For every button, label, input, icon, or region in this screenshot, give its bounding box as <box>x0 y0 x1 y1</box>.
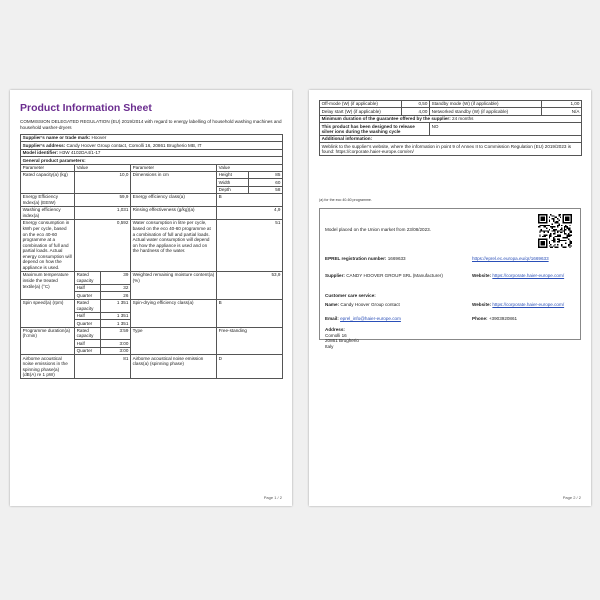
water-consumption-value: 51 <box>217 219 283 271</box>
general-params-row <box>21 157 283 164</box>
address-label: Address: <box>325 327 345 332</box>
quarter-sublabel: Quarter <box>75 292 101 299</box>
phone-label: Phone: <box>472 316 488 321</box>
qr-code-icon[interactable] <box>538 214 572 248</box>
rated-capacity-sublabel: Rated capacity <box>75 272 101 285</box>
name-label: Name: <box>325 302 340 307</box>
page-1 <box>10 90 292 506</box>
header-parameter: Parameter <box>131 164 217 171</box>
table-row <box>21 355 283 379</box>
phone-value: +3903920861 <box>488 316 518 321</box>
half-sublabel: Half <box>75 285 101 292</box>
table-row <box>320 136 582 143</box>
website-link[interactable]: https://corporate.haier-europe.com/ <box>492 302 565 307</box>
noise-label: Airborne acoustical noise emissions in the spinning phase(a) (dB(A) re 1 pW) <box>21 355 75 379</box>
noise-class-value: D <box>217 355 283 379</box>
weblink-text: Weblink to the supplier’s website, where the information in point 9 of Annex II to Commission Regulation (EU) 2019/2023 is found: https://corporate.haier-europe.com/en/ <box>320 143 582 156</box>
model-id-label: Model identifier: <box>22 150 59 156</box>
energy-consumption-label: Energy consumption in kWh per cycle, based on the eco 40-60 programme at a combination of full and partial loads. Actual energy consumption will depend on how the appliance is used. <box>21 219 75 271</box>
supplier-name: Hoover <box>91 135 107 141</box>
width-value: 60 <box>249 179 283 186</box>
type-value: Free-standing <box>217 327 283 355</box>
temp-quarter-value: 26 <box>101 292 131 299</box>
noise-value: 81 <box>75 355 131 379</box>
spin-half-value: 1 351 <box>101 312 131 319</box>
duration-half-value: 3:00 <box>101 340 131 347</box>
eec-value: B <box>217 194 283 207</box>
eprel-label: EPREL registration number: <box>325 256 387 261</box>
quarter-sublabel: Quarter <box>75 347 101 354</box>
energy-consumption-value: 0,592 <box>75 219 131 271</box>
eprel-number: 1669633 <box>387 256 406 261</box>
temp-rated-value: 39 <box>101 272 131 285</box>
placed-on-market: Model placed on the Union market from 23/08/2023. <box>325 227 431 232</box>
water-consumption-label: Water consumption in litre per cycle, based on the eco 40-60 programme at a combination of full and partial loads. Actual water consumption will depend on how the appliance is used and on the hardness of the water. <box>131 219 217 271</box>
width-label: Width <box>217 179 249 186</box>
wei-value: 1,031 <box>75 206 131 219</box>
table-row <box>320 143 582 156</box>
page-2 <box>309 90 591 506</box>
email-link[interactable]: eprel_info@haier-europe.com <box>340 316 401 321</box>
silver-ions-value: NO <box>430 123 582 136</box>
supplier-name-row <box>21 135 283 142</box>
footnote: (a) for the eco 40-60 programme. <box>319 198 372 202</box>
half-sublabel: Half <box>75 312 101 319</box>
page-title: Product Information Sheet <box>20 102 152 114</box>
delay-start-value: 4,00 <box>402 108 430 115</box>
additional-info-label: Additional information: <box>321 136 373 142</box>
address-line: Italy <box>325 343 334 349</box>
header-row <box>21 164 283 171</box>
table-row <box>21 194 283 207</box>
table-row <box>21 171 283 178</box>
eprel-info-box <box>319 208 581 349</box>
spin-class-value: B <box>217 299 283 327</box>
spin-rated-value: 1 351 <box>101 299 131 312</box>
half-sublabel: Half <box>75 340 101 347</box>
general-params-label: General product parameters: <box>22 157 86 163</box>
address-line: Comolli 16 <box>325 332 347 338</box>
off-mode-value: 0,50 <box>402 101 430 108</box>
quarter-sublabel: Quarter <box>75 320 101 327</box>
table-row <box>21 299 283 312</box>
duration-quarter-value: 3:00 <box>101 347 131 354</box>
standby-label: Standby mode (W) (if applicable) <box>430 101 542 108</box>
supplier-address-row <box>21 142 283 149</box>
address-line: 20861 Brugherio <box>325 338 359 344</box>
page-number: Page 2 / 2 <box>562 495 581 500</box>
page-number: Page 1 / 2 <box>263 495 282 500</box>
spin-speed-label: Spin speed(a) (rpm) <box>21 299 75 327</box>
networked-standby-value: N/A <box>542 108 582 115</box>
rinse-label: Rinsing effectiveness (g/kg)(a) <box>131 206 217 219</box>
off-mode-label: Off-mode (W) (if applicable) <box>320 101 402 108</box>
supplier-address-label: Supplier’s address: <box>22 142 66 148</box>
temp-half-value: 32 <box>101 285 131 292</box>
table-row <box>320 101 582 108</box>
moisture-label: Weighted remaining moisture content(a) (%) <box>131 272 217 300</box>
height-value: 85 <box>249 171 283 178</box>
website-label: Website: <box>472 273 492 278</box>
spin-class-label: Spin-drying efficiency class(a) <box>131 299 217 327</box>
eei-label: Energy Efficiency Index(a) (EEIW) <box>21 194 75 207</box>
table-row <box>21 206 283 219</box>
type-label: Type <box>131 327 217 355</box>
header-parameter: Parameter <box>21 164 75 171</box>
networked-standby-label: Networked standby (W) (if applicable) <box>430 108 542 115</box>
table-row <box>320 108 582 115</box>
delay-start-label: Delay start (W) (if applicable) <box>320 108 402 115</box>
table-row <box>21 219 283 271</box>
rated-capacity-label: Rated capacity(a) (kg) <box>21 171 75 193</box>
depth-label: Depth <box>217 186 249 193</box>
table-row <box>320 123 582 136</box>
eei-value: 59,9 <box>75 194 131 207</box>
customer-care-label: Customer care service: <box>325 293 376 298</box>
model-id-row <box>21 149 283 156</box>
duration-rated-value: 3:59 <box>101 327 131 340</box>
regulation-text: COMMISSION DELEGATED REGULATION (EU) 2019/2014 with regard to energy labelling of household washing machines and household washer-dryers <box>20 119 282 130</box>
eprel-link[interactable]: https://eprel.ec.europa.eu/qr/1669633 <box>472 256 549 261</box>
parameters-table <box>20 134 283 379</box>
additional-params-table <box>319 100 582 156</box>
header-value: Value <box>217 164 283 171</box>
moisture-value: 53,9 <box>217 272 283 300</box>
noise-class-label: Airborne acoustical noise emission class(a) (spinning phase) <box>131 355 217 379</box>
table-row <box>320 115 582 122</box>
supplier-value: CANDY HOOVER GROUP SRL (Manufacturer) <box>346 273 443 278</box>
header-value: Value <box>75 164 131 171</box>
guarantee-label: Minimum duration of the guarantee offered by the supplier: <box>321 116 451 122</box>
standby-value: 1,00 <box>542 101 582 108</box>
supplier-address: Candy Hoover Group contact, Comolli 16, 20861 Brugherio MB, IT <box>66 142 202 148</box>
max-temp-label: Maximum temperature inside the treated textile(a) (°C) <box>21 272 75 300</box>
wei-label: Washing efficiency index(a) <box>21 206 75 219</box>
dimensions-label: Dimensions in cm <box>131 171 217 193</box>
rated-capacity-value: 10,0 <box>75 171 131 193</box>
rated-capacity-sublabel: Rated capacity <box>75 327 101 340</box>
prog-duration-label: Programme duration(a) (h:min) <box>21 327 75 355</box>
supplier-name-label: Supplier’s name or trade mark: <box>22 135 91 141</box>
spin-quarter-value: 1 351 <box>101 320 131 327</box>
name-value: Candy Hoover Group contact <box>340 302 400 307</box>
table-row <box>21 272 283 285</box>
silver-ions-label: This product has been designed to release silver ions during the washing cycle <box>321 123 415 135</box>
depth-value: 58 <box>249 186 283 193</box>
rinse-value: 4,9 <box>217 206 283 219</box>
model-id: H3W 4102DA4/1-17 <box>59 150 101 156</box>
eec-label: Energy efficiency class(a) <box>131 194 217 207</box>
website-link[interactable]: https://corporate.haier-europe.com/ <box>492 273 565 278</box>
height-label: Height <box>217 171 249 178</box>
rated-capacity-sublabel: Rated capacity <box>75 299 101 312</box>
table-row <box>21 327 283 340</box>
website-label: Website: <box>472 302 492 307</box>
email-label: Email: <box>325 316 339 321</box>
guarantee-value: 24 months <box>452 116 474 122</box>
supplier-label: Supplier: <box>325 273 345 278</box>
